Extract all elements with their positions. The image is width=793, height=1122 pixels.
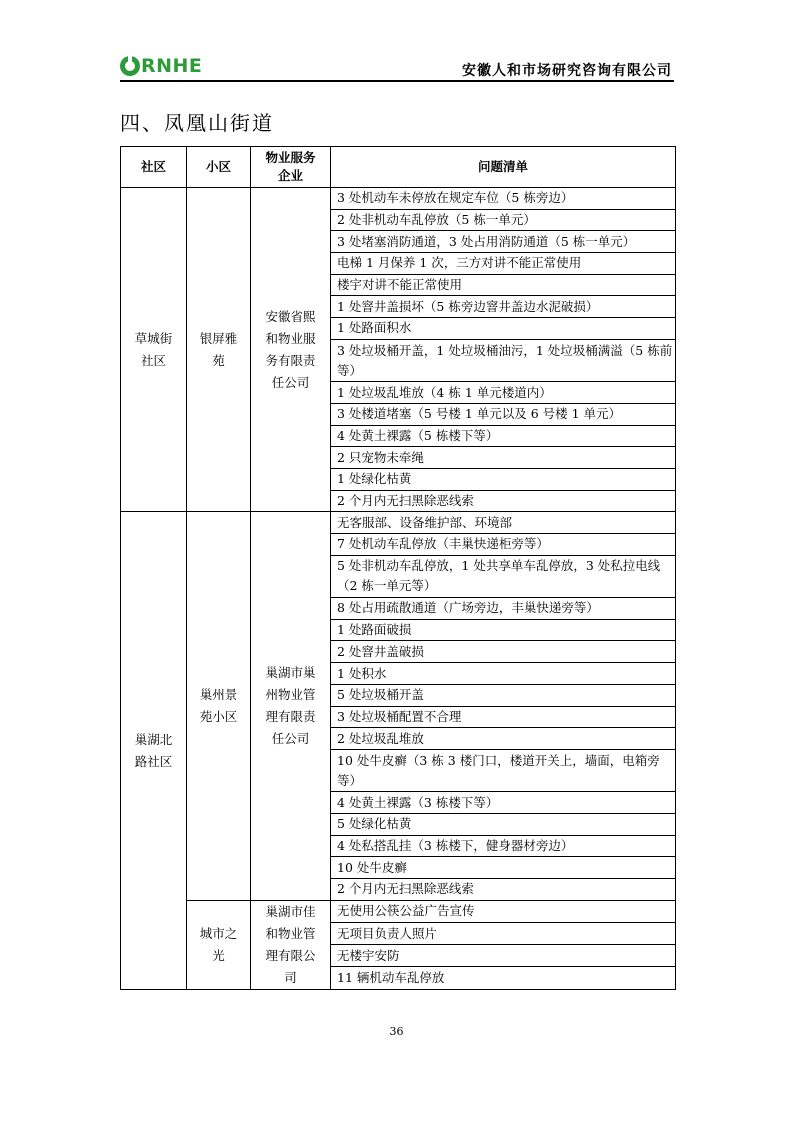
company-cell bbox=[251, 188, 331, 512]
estate-name: 城市之光 bbox=[199, 925, 238, 963]
issue-cell: 3 处垃圾桶配置不合理 bbox=[331, 706, 676, 728]
issue-cell: 1 处路面破损 bbox=[331, 619, 676, 641]
issue-cell: 电梯 1 月保养 1 次，三方对讲不能正常使用 bbox=[331, 253, 676, 275]
issue-cell: 10 处牛皮癣 bbox=[331, 857, 676, 879]
logo-text: RNHE bbox=[141, 55, 203, 77]
issue-cell: 2 个月内无扫黑除恶线索 bbox=[331, 879, 676, 901]
issue-cell: 1 处积水 bbox=[331, 663, 676, 685]
table-body bbox=[121, 188, 676, 990]
issue-cell: 无使用公筷公益广告宣传 bbox=[331, 900, 676, 922]
table-row bbox=[121, 900, 676, 922]
company-logo bbox=[120, 54, 202, 78]
header-company bbox=[251, 147, 331, 188]
issue-cell: 5 处非机动车乱停放，1 处共享单车乱停放，3 处私拉电线（2 栋一单元等） bbox=[331, 555, 676, 597]
company-cell bbox=[251, 512, 331, 900]
issue-cell: 2 处窨井盖破损 bbox=[331, 641, 676, 663]
community-name: 草城街社区 bbox=[134, 330, 173, 368]
issue-cell: 楼宇对讲不能正常使用 bbox=[331, 274, 676, 296]
company-name-cell: 巢湖市佳和物业管理有限公司 bbox=[265, 903, 316, 985]
issue-cell: 4 处黄土裸露（5 栋楼下等） bbox=[331, 425, 676, 447]
issue-cell: 4 处黄土裸露（3 栋楼下等） bbox=[331, 792, 676, 814]
issue-cell: 10 处牛皮癣（3 栋 3 楼门口，楼道开关上，墙面，电箱旁等） bbox=[331, 749, 676, 791]
issue-cell: 无客服部、设备维护部、环境部 bbox=[331, 512, 676, 534]
community-cell bbox=[121, 188, 187, 512]
issue-cell: 2 个月内无扫黑除恶线索 bbox=[331, 490, 676, 512]
header-estate: 小区 bbox=[187, 147, 251, 188]
table-header-row bbox=[121, 147, 676, 188]
issue-cell: 1 处垃圾乱堆放（4 栋 1 单元楼道内） bbox=[331, 382, 676, 404]
logo-mark-icon bbox=[120, 56, 140, 76]
issue-cell: 5 处垃圾桶开盖 bbox=[331, 684, 676, 706]
header-issues: 问题清单 bbox=[331, 147, 676, 188]
issue-cell: 8 处占用疏散通道（广场旁边，丰巢快递旁等） bbox=[331, 598, 676, 620]
issue-cell: 1 处绿化枯黄 bbox=[331, 468, 676, 490]
issue-cell: 无楼宇安防 bbox=[331, 945, 676, 967]
issue-cell: 2 处垃圾乱堆放 bbox=[331, 728, 676, 750]
issue-cell: 无项目负责人照片 bbox=[331, 922, 676, 944]
section-title: 四、凤凰山街道 bbox=[120, 111, 274, 135]
header-company-text: 物业服务企业 bbox=[265, 150, 316, 183]
page-number: 36 bbox=[389, 1025, 404, 1038]
issue-cell: 11 辆机动车乱停放 bbox=[331, 967, 676, 989]
issue-cell: 3 处机动车未停放在规定车位（5 栋旁边） bbox=[331, 188, 676, 210]
issue-cell: 1 处窨井盖损坏（5 栋旁边窨井盖边水泥破损） bbox=[331, 296, 676, 318]
issue-cell: 5 处绿化枯黄 bbox=[331, 813, 676, 835]
issue-cell: 3 处垃圾桶开盖，1 处垃圾桶油污，1 处垃圾桶满溢（5 栋前等） bbox=[331, 339, 676, 381]
community-name: 巢湖北路社区 bbox=[134, 731, 173, 769]
page-header bbox=[120, 48, 674, 82]
estate-cell bbox=[187, 512, 251, 900]
issues-table bbox=[120, 146, 676, 990]
community-cell bbox=[121, 512, 187, 989]
company-name-cell: 巢湖市巢州物业管理有限责任公司 bbox=[265, 665, 316, 747]
estate-cell bbox=[187, 900, 251, 989]
company-name-cell: 安徽省熙和物业服务有限责任公司 bbox=[265, 308, 316, 390]
issue-cell: 7 处机动车乱停放（丰巢快递柜旁等） bbox=[331, 534, 676, 556]
estate-name: 巢州景苑小区 bbox=[199, 687, 238, 725]
company-cell bbox=[251, 900, 331, 989]
estate-cell bbox=[187, 188, 251, 512]
issue-cell: 3 处堵塞消防通道，3 处占用消防通道（5 栋一单元） bbox=[331, 231, 676, 253]
table-row bbox=[121, 188, 676, 210]
table-row bbox=[121, 512, 676, 534]
issue-cell: 2 处非机动车乱停放（5 栋一单元） bbox=[331, 209, 676, 231]
issue-cell: 2 只宠物未牵绳 bbox=[331, 447, 676, 469]
estate-name: 银屏雅苑 bbox=[199, 330, 238, 368]
header-community: 社区 bbox=[121, 147, 187, 188]
issue-cell: 4 处私搭乱挂（3 栋楼下，健身器材旁边） bbox=[331, 835, 676, 857]
issue-cell: 1 处路面积水 bbox=[331, 318, 676, 340]
issue-cell: 3 处楼道堵塞（5 号楼 1 单元以及 6 号楼 1 单元） bbox=[331, 403, 676, 425]
company-name: 安徽人和市场研究咨询有限公司 bbox=[462, 63, 672, 79]
